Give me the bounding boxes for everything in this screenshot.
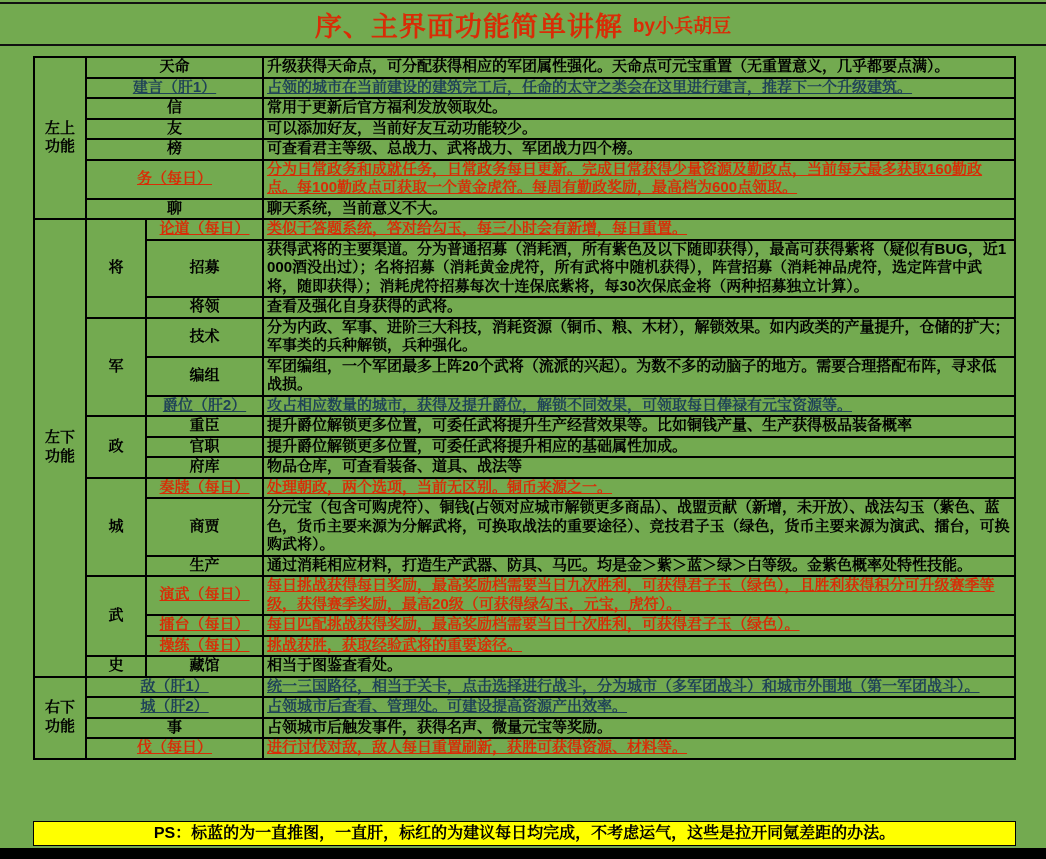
page-title-text: 序、主界面功能简单讲解 bbox=[314, 11, 623, 42]
feature-label: 将领 bbox=[146, 297, 263, 318]
table-row bbox=[34, 78, 1015, 99]
table-row bbox=[34, 437, 1015, 458]
feature-desc: 分元宝（包含可购虎符）、铜钱(占领对应城市解锁更多商品）、战盟贡献（新增，未开放）、战法勾玉（紫色、蓝色，货币主要来源为分解武将，可换取战法的重要途径）、竞技君子玉（绿色，货币主要来源为演武、擂台，可换购武将）。 bbox=[263, 498, 1015, 556]
feature-desc: 提升爵位解锁更多位置，可委任武将提升生产经营效果等。比如铜钱产量、生产获得极品装备概率 bbox=[263, 416, 1015, 437]
table-row bbox=[34, 738, 1015, 759]
feature-desc: 进行讨伐对敌，敌人每日重置刷新，获胜可获得资源、材料等。 bbox=[263, 738, 1015, 759]
table-row bbox=[34, 556, 1015, 577]
feature-label: 信 bbox=[86, 98, 263, 119]
feature-desc: 获得武将的主要渠道。分为普通招募（消耗酒，所有紫色及以下随即获得），最高可获得紫将（疑似有BUG，近1000酒没出过）；名将招募（消耗黄金虎符，所有武将中随机获得），阵营招募（消耗神品虎符，选定阵营中武将，随即获得）；消耗虎符招募每次十连保底紫将，每30次保底金将（两种招募独立计算）。 bbox=[263, 240, 1015, 298]
table-row bbox=[34, 199, 1015, 220]
page-title bbox=[0, 6, 1046, 42]
table-row bbox=[34, 219, 1015, 240]
feature-desc: 升级获得天命点，可分配获得相应的军团属性强化。天命点可元宝重置（无重置意义，几乎都要点满）。 bbox=[263, 57, 1015, 78]
feature-label: 编组 bbox=[146, 357, 263, 396]
category-label: 军 bbox=[86, 318, 146, 417]
feature-label: 论道（每日） bbox=[146, 219, 263, 240]
table-row bbox=[34, 416, 1015, 437]
ps-note: PS：标蓝的为一直推图，一直肝，标红的为建议每日均完成，不考虑运气，这些是拉开同氪差距的办法。 bbox=[33, 821, 1016, 846]
feature-desc: 占领城市后查看、管理处。可建设提高资源产出效率。 bbox=[263, 697, 1015, 718]
feature-label: 务（每日） bbox=[86, 160, 263, 199]
feature-label: 技术 bbox=[146, 318, 263, 357]
feature-label: 招募 bbox=[146, 240, 263, 298]
feature-desc: 可查看君主等级、总战力、武将战力、军团战力四个榜。 bbox=[263, 139, 1015, 160]
feature-desc: 相当于图鉴查看处。 bbox=[263, 656, 1015, 677]
table-row bbox=[34, 677, 1015, 698]
table-row bbox=[34, 57, 1015, 78]
feature-desc: 分为内政、军事、进阶三大科技，消耗资源（铜币、粮、木材），解锁效果。如内政类的产量提升，仓储的扩大；军事类的兵种解锁，兵种强化。 bbox=[263, 318, 1015, 357]
table-row bbox=[34, 498, 1015, 556]
feature-label: 擂台（每日） bbox=[146, 615, 263, 636]
feature-desc: 可以添加好友，当前好友互动功能较少。 bbox=[263, 119, 1015, 140]
feature-desc: 挑战获胜，获取经验武将的重要途径。 bbox=[263, 636, 1015, 657]
table-row bbox=[34, 119, 1015, 140]
feature-label: 爵位（肝2） bbox=[146, 396, 263, 417]
table-row bbox=[34, 240, 1015, 298]
section-label-bottom-right: 右下功能 bbox=[34, 677, 86, 759]
category-label: 政 bbox=[86, 416, 146, 478]
feature-desc: 聊天系统，当前意义不大。 bbox=[263, 199, 1015, 220]
feature-label: 演武（每日） bbox=[146, 576, 263, 615]
table-row bbox=[34, 478, 1015, 499]
table-row bbox=[34, 98, 1015, 119]
feature-desc: 类似于答题系统，答对给勾玉，每三小时会有新增，每日重置。 bbox=[263, 219, 1015, 240]
feature-label: 城（肝2） bbox=[86, 697, 263, 718]
title-divider bbox=[0, 44, 1046, 46]
category-label: 史 bbox=[86, 656, 146, 677]
table-row bbox=[34, 160, 1015, 199]
category-label: 将 bbox=[86, 219, 146, 318]
table-row bbox=[34, 357, 1015, 396]
feature-label: 事 bbox=[86, 718, 263, 739]
feature-label: 商贾 bbox=[146, 498, 263, 556]
feature-desc: 物品仓库，可查看装备、道具、战法等 bbox=[263, 457, 1015, 478]
feature-label: 奏牍（每日） bbox=[146, 478, 263, 499]
feature-label: 聊 bbox=[86, 199, 263, 220]
feature-desc: 提升爵位解锁更多位置，可委任武将提升相应的基础属性加成。 bbox=[263, 437, 1015, 458]
feature-desc: 统一三国路径，相当于关卡，点击选择进行战斗，分为城市（多军团战斗）和城市外围地（第一军团战斗）。 bbox=[263, 677, 1015, 698]
table-row bbox=[34, 457, 1015, 478]
category-label: 武 bbox=[86, 576, 146, 656]
feature-desc: 查看及强化自身获得的武将。 bbox=[263, 297, 1015, 318]
feature-desc: 每日匹配挑战获得奖励，最高奖励档需要当日十次胜利，可获得君子玉（绿色）。 bbox=[263, 615, 1015, 636]
feature-label: 友 bbox=[86, 119, 263, 140]
feature-label: 官职 bbox=[146, 437, 263, 458]
feature-label: 重臣 bbox=[146, 416, 263, 437]
table-row bbox=[34, 396, 1015, 417]
table-row bbox=[34, 318, 1015, 357]
feature-desc: 分为日常政务和成就任务，日常政务每日更新。完成日常获得少量资源及勤政点，当前每天最多获取160勤政点。每100勤政点可获取一个黄金虎符。每周有勤政奖励，最高档为600点领取。 bbox=[263, 160, 1015, 199]
feature-desc: 常用于更新后官方福利发放领取处。 bbox=[263, 98, 1015, 119]
section-label-bottom-left: 左下功能 bbox=[34, 219, 86, 677]
feature-desc: 通过消耗相应材料，打造生产武器、防具、马匹。均是金＞紫＞蓝＞绿＞白等级。金紫色概率处特性技能。 bbox=[263, 556, 1015, 577]
feature-desc: 每日挑战获得每日奖励，最高奖励档需要当日九次胜利，可获得君子玉（绿色），且胜利获得积分可升级赛季等级，获得赛季奖励，最高20级（可获得绿勾玉，元宝，虎符）。 bbox=[263, 576, 1015, 615]
table-row bbox=[34, 576, 1015, 615]
table-row bbox=[34, 697, 1015, 718]
table-row bbox=[34, 718, 1015, 739]
feature-desc: 占领的城市在当前建设的建筑完工后，任命的太守之类会在这里进行建言，推荐下一个升级建筑。 bbox=[263, 78, 1015, 99]
page-title-byline: by小兵胡豆 bbox=[632, 15, 732, 37]
feature-label: 建言（肝1） bbox=[86, 78, 263, 99]
section-label-top-left: 左上功能 bbox=[34, 57, 86, 219]
feature-label: 生产 bbox=[146, 556, 263, 577]
table-row bbox=[34, 656, 1015, 677]
category-label: 城 bbox=[86, 478, 146, 577]
table-row bbox=[34, 139, 1015, 160]
table-row bbox=[34, 636, 1015, 657]
feature-label: 天命 bbox=[86, 57, 263, 78]
feature-label: 府库 bbox=[146, 457, 263, 478]
feature-label: 伐（每日） bbox=[86, 738, 263, 759]
feature-label: 操练（每日） bbox=[146, 636, 263, 657]
feature-desc: 占领城市后触发事件，获得名声、微量元宝等奖励。 bbox=[263, 718, 1015, 739]
table-row bbox=[34, 615, 1015, 636]
table-row bbox=[34, 297, 1015, 318]
feature-desc: 军团编组，一个军团最多上阵20个武将（流派的兴起）。为数不多的动脑子的地方。需要合理搭配布阵，寻求低战损。 bbox=[263, 357, 1015, 396]
feature-desc: 处理朝政，两个选项，当前无区别。铜币来源之一。 bbox=[263, 478, 1015, 499]
feature-label: 敌（肝1） bbox=[86, 677, 263, 698]
bottom-black-bar bbox=[0, 848, 1046, 859]
feature-desc: 攻占相应数量的城市，获得及提升爵位，解锁不同效果，可领取每日俸禄有元宝资源等。 bbox=[263, 396, 1015, 417]
feature-label: 榜 bbox=[86, 139, 263, 160]
main-table bbox=[33, 56, 1016, 760]
feature-label: 藏馆 bbox=[146, 656, 263, 677]
